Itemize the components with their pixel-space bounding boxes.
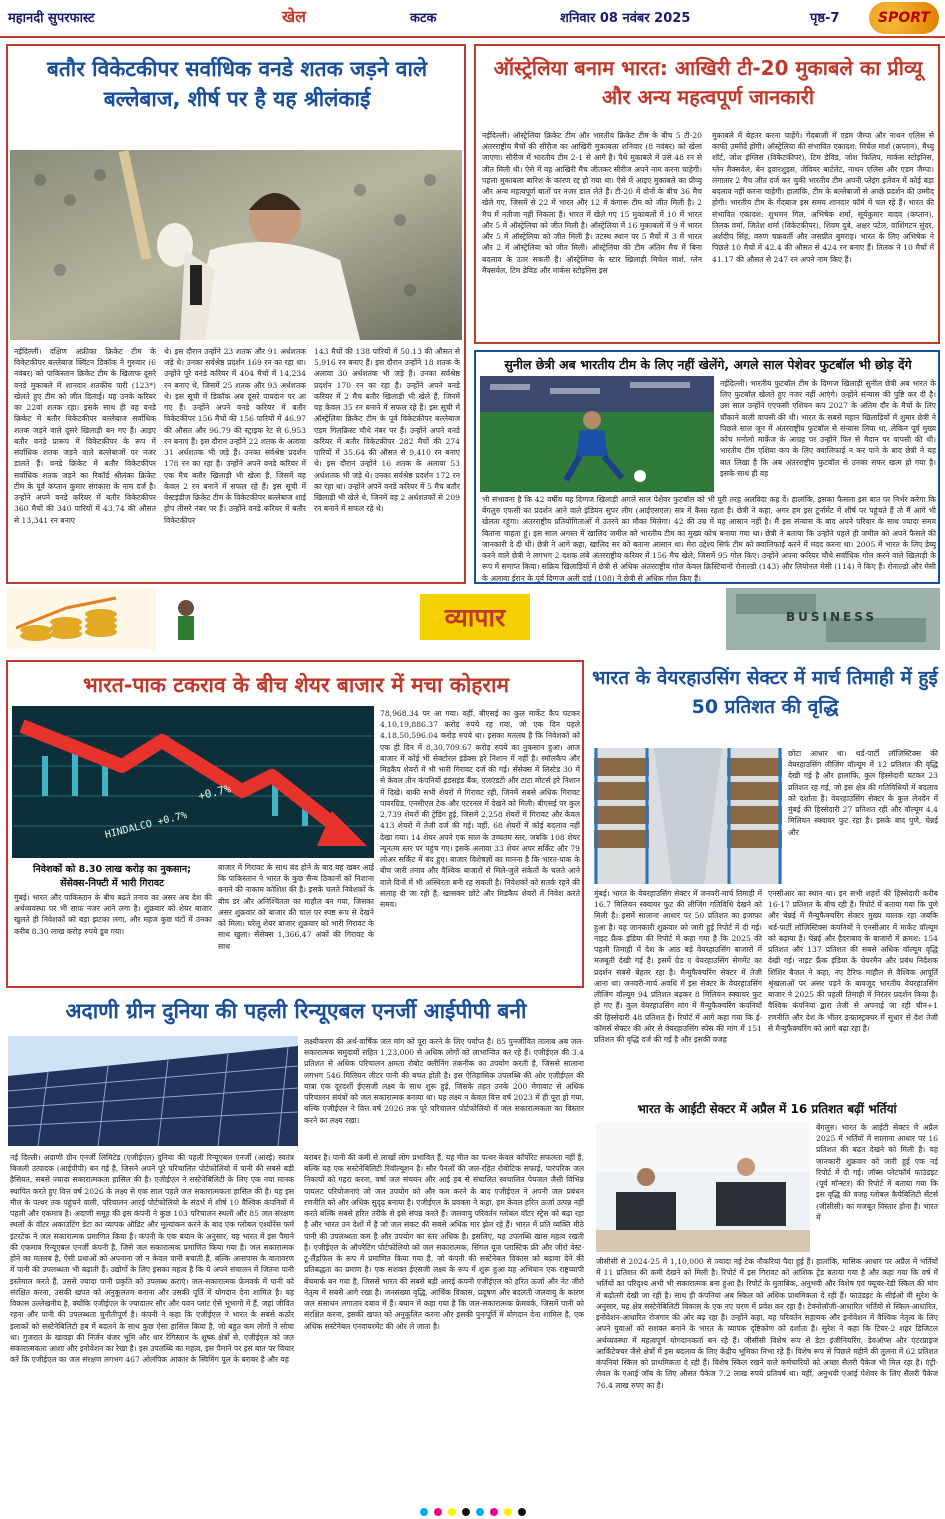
article6-column-middle: बराबर है। पानी की कमी से लाखों लोग प्रभावित हैं, यह मील का पत्थर केवल कॉर्पोरेट सफलता नहीं है, बल्कि यह एक सस्टेनेबिलिटी रिवॉल्यूशन है। सौर पैनलों की जल-रहित रोबोटिक सफाई, पारंपरिक जल निकायों को गहरा करना, वर्षा जल संचयन और आई हब से संचालित स्वचालित पेयजल जैसी विभिन्न पायलट परियोजनाएं जो जल उपयोग को और कम करने के बाद एजीईएल ने अपनी जल प्रबंधन रणनीति को और अधिक सुदृढ़ बनाया है। एजीईएल के प्रवक्ता ने कहा, हम केवल हरित ऊर्जा उत्पन्न नहीं करते बल्कि सबसे हरित तरीके से इसे संपन्न करते हैं। जलवायु परिवर्तन ग्लोबल वॉटर स्ट्रेस को बढ़ा रहा है और भारत उन देशों में है जो जल संकट की सबसे अधिक मार झेल रहे हैं। भारत में प्रति व्यक्ति मीठे पानी की उपलब्धता कम है और उपयोग का स्तर अधिक है। इसलिए, यह उपलब्धि खास महत्व रखती है। एजीईएल के ऑपरेटिंग पोर्टफोलियो को जल सकारात्मक, सिंगल यूज प्लास्टिक फ्री और जीरो वेस्ट-टू-लैंडफिल के रूप में प्रमाणित किया गया है, जो कंपनी की सस्टेनेबल विकास को बढ़ावा देने की प्रतिबद्धता का प्रमाण है। एक सशक्त ईएसजी लक्ष्य के रूप में शुरू हुआ यह अभियान एक राष्ट्रव्यापी बेंचमार्क बन गया है, जिससे भारत की सबसे बड़ी आरई कंपनी एजीईएल को हरित ऊर्जा और नेट जीरो नेतृत्व में सबसे आगे रखा है। जनसंख्या वृद्धि, आर्थिक विकास, प्रदूषण और बदलती जलवायु के कारण जल संसाधन लगातार दबाव में हैं। बयान में कहा गया है कि जल-सकारात्मक फ्रेमवर्क, जिसमें पानी को संरक्षित करना, इसकी खपत को अनुकूलित करना और इसकी पुनःपूर्ति में योगदान देना शामिल है, एक अधिक सस्टेनेबल एनवायरमेंट की ओर ले जाता है। — [304, 1153, 584, 1331]
article1-column-3: 143 मैचों की 138 पारियों में 50.13 की औसत से 5,916 रन बनाए हैं। इस दौरान उन्होंने 18 शतक के अलावा 30 अर्धशतक भी जड़े हैं। उनका सर्वश्रेष्ठ प्रदर्शन 170 रन का रहा है। उन्होंने अपने वनडे करियर में 2 मैच बतौर खिलाड़ी भी खेले हैं, जिनमें वह केवल 35 रन बनाने में सफल रहे हैं। इस सूची में ऑस्ट्रेलिया क्रिकेट टीम के पूर्व विकेटकीपर बल्लेबाज एडम गिलक्रिस्ट चौथे नंबर पर हैं। उन्होंने अपने वनडे करियर में बतौर विकेटकीपर 282 मैचों की 274 पारियों में 35.64 की औसत से 9,410 रन बनाए थे। इस दौरान उन्होंने 16 शतक के अलावा 53 अर्धशतक भी जड़े थे। उनका सर्वश्रेष्ठ प्रदर्शन 172 रन का रहा था। उन्होंने अपने वनडे करियर में 5 मैच बतौर खिलाड़ी भी खेले थे, जिनमें वह 2 अर्धशतकों से 209 रन बनाने में सफल रहे थे। — [314, 347, 460, 514]
office-workers-photo — [596, 1122, 810, 1252]
caption-loss-line2: सेंसेक्स-निफ्टी में भारी गिरावट — [60, 878, 164, 889]
article3-column-right: नईदिल्ली। भारतीय फुटबॉल टीम के दिग्गज खिलाड़ी सुनील छेत्री अब भारत के लिए फुटबॉल खेलते हुए नजर नहीं आएंगे। उन्होंने संन्यास की पुष्टि कर दी है। उस साल उन्होंने एएफसी एशियन कप 2027 के अंतिम दौर के मैचों के लिए चौंकाने वाली वापसी की थी। भारत के सबसे महान खिलाड़ियों में शुमार छेत्री ने पिछले साल जून में अंतरराष्ट्रीय फुटबॉल से संन्यास लिया था, लेकिन पूर्व मुख्य कोच मनोलो मार्केज के आग्रह पर उन्होंने फिर से मैदान पर वापसी की थी। भारतीय टीम एशिया कप के लिए क्वालिफाई न कर पाने के बाद छेत्री ने यह बात लिखा है कि अब अंतरराष्ट्रीय फुटबॉल से उनका सफर खत्म हो गया है। इसके साथ ही वह — [720, 379, 936, 478]
article-warehousing — [590, 660, 940, 1084]
solar-panel-graphic — [8, 1036, 298, 1146]
cyan-dot — [476, 1508, 484, 1516]
warehouse-photo — [594, 748, 782, 884]
section-name: खेल — [282, 7, 306, 26]
headline-wicketkeeper: बतौर विकेटकीपर सर्वाधिक वनडे शतक जड़ने वाले बल्लेबाज, शीर्ष पर है यह श्रीलंकाई — [46, 57, 428, 112]
article4-column-right: 78,968.34 पर आ गया। वहीं, बीएसई का कुल मार्केट कैप घटकर 4,10,19,886.37 करोड़ रुपये रह गया, जो एक दिन पहले 4,18,50,596.04 करोड़ रुपये था। इसका मतलब है कि निवेशकों को एक ही दिन में 8,30,709.67 करोड़ रुपये का नुकसान हुआ। आज बाजार में कोई भी सेक्टोरल इंडेक्स हरे निशान में नहीं है। स्मॉलकैप और मिडकैप शेयरों में भी भारी गिरावट दर्ज की गई। सेंसेक्स में लिस्टेड 30 में से केवल तीन कंपनियों इंडसइंड बैंक, एलएंडटी और टाटा मोटर्स हरे निशान में दिखे। बाकी सभी शेयरों में गिरावट रही, जिनमें सबसे अधिक गिरावट पावरग्रिड, एनसीएल टेक और एटरनल में देखने को मिली। बीएसई पर कुल 2,739 शेयरों की ट्रेडिंग हुई, जिसमें 2,258 शेयरों में गिरावट और केवल 413 शेयरों में तेजी दर्ज की गई। वहीं, 68 शेयरों में कोई बदलाव नहीं देखा गया। 14 शेयर अपने एक साल के उच्चतम स्तर, जबकि 108 शेयर न्यूनतम स्तर पर पहुंच गए। इसके अलावा 33 शेयर अपर सर्किट और 79 लोअर सर्किट में बंद हुए। बाजार विशेषज्ञों का मानना है कि भारत-पाक के बीच जारी तनाव और वैश्विक बाजारों से मिले-जुले संकेतों के चलते आने वाले दिनों में भी अस्थिरता बनी रह सकती है। निवेशकों को सतर्क रहने की सलाह दी जा रही है, खासकर छोटे और मिडकैप शेयरों में निवेश करते समय। — [380, 709, 580, 909]
article-wicketkeeper-centuries — [6, 44, 466, 584]
article5-column-bottom-left: मुंबई। भारत के वेयरहाउसिंग सेक्टर में जनवरी-मार्च तिमाही में 16.7 मिलियन स्क्वायर फुट की लीजिंग गतिविधि देखने को मिली है। इसमें सालाना आधार पर 50 प्रतिशत का इजाफा हुआ है। यह जानकारी शुक्रवार को जारी हुई रिपोर्ट में दी गई। नाइट फ्रैंक इंडिया की रिपोर्ट में कहा गया है कि 2025 की पहली तिमाही में देश के आठ बड़े वेयरहाउसिंग बाजारों में मजबूती देखी गई है। इसमें ग्रेड ए वेयरहाउसिंग सेगमेंट का प्रदर्शन सबसे बेहतर रहा है। मैन्युफैक्चरिंग सेक्टर में तेजी आना था। जनवरी-मार्च अवधि में इस सेक्टर के वेयरहाउसिंग लीजिंग वॉल्यूम 94 प्रतिशत बढ़कर 8 मिलियन स्क्वायर फुट हो गए हैं। कुल वेयरहाउसिंग मांग में मैन्युफैक्चरिंग कंपनियों की हिस्सेदारी 48 प्रतिशत है। रिपोर्ट में आगे कहा गया कि ई-कॉमर्स सेक्टर की ओर से वेयरहाउसिंग स्पेस की मांग में 151 प्रतिशत की वृद्धि दर्ज की गई है और इसकी वजह — [594, 889, 762, 1045]
stock-chart-graphic — [12, 706, 374, 858]
headline-aus-india: ऑस्ट्रेलिया बनाम भारत: आखिरी टी-20 मुकाबले का प्रीव्यू और अन्य महत्वपूर्ण जानकारी — [493, 56, 923, 109]
yellow-dot — [504, 1508, 512, 1516]
issue-date: शनिवार 08 नवंबर 2025 — [560, 11, 691, 26]
headline-adani-green: अदाणी ग्रीन दुनिया की पहली रिन्यूएबल एनर्जी आईपीपी बनी — [65, 999, 527, 1023]
headline-warehousing: भारत के वेयरहाउसिंग सेक्टर में मार्च तिमाही में हुई 50 प्रतिशत की वृद्धि — [592, 667, 938, 719]
article1-column-2: थे। इस दौरान उन्होंने 23 शतक और 91 अर्धशतक जड़े थे। उनका सर्वश्रेष्ठ प्रदर्शन 169 रन का रहा था। उन्होंने पूरे वनडे करियर में 404 मैचों में 14,234 रन बनाए थे, जिसमें 25 शतक और 93 अर्धशतक थे। इस सूची में डिकॉक अब दूसरे पायदान पर आ गए हैं। उन्होंने अपने वनडे करियर में बतौर विकेटकीपर 156 मैचों की 156 पारियों में 46.97 की औसत और 96.79 की स्ट्राइक रेट से 6,953 रन बनाए हैं। इस दौरान उन्होंने 22 शतक के अलावा 31 अर्धशतक भी जड़े हैं। उनका सर्वश्रेष्ठ प्रदर्शन 178 रन का रहा है। उन्होंने अपने वनडे करियर में एक मैच बतौर खिलाड़ी भी खेला है, जिसमें वह केवल 2 रन बनाने में सफल रहे हैं। इस सूची में वेस्टइंडीज क्रिकेट टीम के विकेटकीपर बल्लेबाज शाई होप तीसरे नंबर पर हैं। उन्होंने वनडे करियर में बतौर विकेटकीपर — [164, 347, 306, 525]
magenta-dot — [490, 1508, 498, 1516]
article4-column-bottom-left: मुंबई। भारत और पाकिस्तान के बीच बढ़ते तनाव का असर अब देश की अर्थव्यवस्था पर भी साफ नजर आने लगा है। शुक्रवार को शेयर बाजार खुलते ही निवेशकों को बड़ा झटका लगा, और महज कुछ घंटों में उनका करीब 8.30 लाख करोड़ रुपये डूब गया। — [14, 893, 212, 936]
solar-panels-photo — [8, 1036, 298, 1146]
article6-column-left: नई दिल्ली। अदाणी ग्रीन एनर्जी लिमिटेड (एजीईएल) दुनिया की पहली रिन्यूएबल एनर्जी (आरई) स्वतंत्र बिजली उत्पादक (आईपीपी) बन गई है, जिसने अपने पूरे परिचालित पोर्टफोलियो में पानी की सबसे बड़ी हैसियत, सबसे ज्यादा सकारात्मकता हासिल की है। एजीईएल ने सस्टेनेबिलिटी के लिए एक नया मानक स्थापित करते हुए वित्त वर्ष 2026 के लक्ष्य से एक साल पहले जल सकारात्मकता हासिल की है। यह इस मील के पत्थर तक पहुंचने वाली, परिचालन आरई पोर्टफोलियो के संदर्भ में शीर्ष 10 वैश्विक कंपनियों में पहली और एकमात्र है। अदाणी समूह की इस कंपनी ने कुछ 103 परिचालन स्थलों और 85 जल संरक्षण स्थलों के वॉटर अकाउंटिंग डेटा का व्यापक ऑडिट और मूल्यांकन करने के बाद एक ग्लोबल एश्योरेंस फर्म इंटरटेक ने जल सकारात्मक प्रमाणित किया है। कंपनी के एक बयान के अनुसार, यह भारत में इस पैमाने की एकमात्र रिन्यूएबल एनर्जी कंपनी है, जिसे जल सकारात्मक प्रमाणित किया गया है। जल सकारात्मक होने का मतलब है, ऐसी प्रथाओं को अपनाना जो न केवल पानी बचाती हैं, बल्कि आसपास के वातावरण में पानी की उपलब्धता भी बढ़ाती हैं। उद्योगों के लिए इसका महत्व है कि ये अपने संचालन में जितना पानी इस्तेमाल करते हैं, उससे ज्यादा पानी प्रकृति को उपलब्ध कराएं। जल-सकारात्मक फ्रेमवर्क में पानी को संरक्षित करना, उसकी खपत को अनुकूलतम बनाना और उसकी पूर्ति में योगदान देना शामिल है। यह विकास उल्लेखनीय है, क्योंकि एजीईएल के ज्यादातर सौर और पवन प्लांट ऐसे भूभागों में हैं, जहां जीवित रहना और पानी की उपलब्धता चुनौतीपूर्ण है। कंपनी ने कहा कि एजीईएल ने भारत के सबसे कठोर इलाकों को सस्टेनेबिलिटी हब में बदलने के साथ कुछ ऐसा हासिल किया है, जो बहुत कम लोगों ने सोचा था। गुजरात के खावड़ा की निर्जन बंजर भूमि और थार रेगिस्तान के शुष्क क्षेत्रों से, एजीईएल को जल सकारात्मकता आशा और इनोवेशन का रेखा है। इस उपलब्धि का महत्व, इस पैमाने पर इस बात पर विचार करें कि एजीईएल का जल संरक्षण लगभग 467 ओलंपिक आकार के स्विमिंग पूल के बराबर है और यह — [10, 1153, 294, 1365]
article2-column-1: नईदिल्ली। ऑस्ट्रेलिया क्रिकेट टीम और भारतीय क्रिकेट टीम के बीच 5 टी-20 अंतरराष्ट्रीय मैचों की सीरीज का आखिरी मुकाबला शनिवार (8 नवंबर) को खेला जाएगा। सीरीज में भारतीय टीम 2-1 से आगे है। पैथे मुकाबले में उसे 48 रन से जीत मिली थी। ऐसे में वह आखिरी मैच जीतकर सीरीज अपने नाम करना चाहेगी। पहला मुकाबला बारिश के कारण रद्द हो गया था। ऐसे में आइए मुकाबले का प्रीव्यू और अन्य महत्वपूर्ण बातों पर नजर डाल लेते हैं। टी-20 में दोनों के बीच 36 मैच खेले गए, जिसमें से 22 में भारत और 12 में कंगारू टीम को जीत मिली है। 2 मैच में नतीजा नहीं निकला है। भारत में खेले गए 15 मुकाबलों में 10 में भारत और 5 में ऑस्ट्रेलिया को जीत मिली है। ऑस्ट्रेलिया में 16 मुकाबलों में 9 में भारत और 5 में ऑस्ट्रेलिया को जीत मिली है। तटस्थ स्थान पर 5 मैचों में 3 में भारत और 2 में ऑस्ट्रेलिया को जीत मिली। ऑस्ट्रेलिया की टीम अंतिम मैच में बिना बदलाव के उतर सकती है। ऑस्ट्रेलिया के स्टार खिलाड़ी मिचेल मार्श, ग्लेन मैक्सवेल, टिम डेविड और मार्कस स्टोइनिस इस — [482, 131, 702, 275]
section-label-vyapar — [420, 594, 530, 640]
city-name: कटक — [410, 11, 437, 26]
article7-column-right: बेंगलुरु। भारत के आईटी सेक्टर में अप्रैल 2025 में भर्तियों में सालाना आधार पर 16 प्रतिशत की बढ़त देखने को मिली है। यह जानकारी शुक्रवार को जारी हुई एक नई रिपोर्ट में दी गई। जॉब्स प्लेटफॉर्म फाउंडइट (पूर्व मॉन्स्टर) की रिपोर्ट में बताया गया कि इस वृद्धि की वजह ग्लोबल कैपेबिलिटी सेंटर्स (जीसीसी) का मजबूत विस्तार होना है। भारत में — [816, 1123, 938, 1222]
paper-name: महानदी सुपरफास्ट — [8, 11, 95, 26]
article-it-hiring — [594, 1100, 940, 1500]
article4-column-bottom-right: बाजार में गिरावट के साथ बंद होने के बाद यह खबर आई कि पाकिस्तान ने भारत के कुछ सैन्य ठिकानों को निशाना बनाने की नाकाम कोशिश की है। इसके चलते निवेशकों के बीच डर और अनिश्चितता का माहौल बन गया, जिसका असर शुक्रवार को बाजार की चाल पर स्पष्ट रूप से देखने को मिला। घरेलू शेयर बाजार शुक्रवार को भारी गिरावट के साथ खुला। सेंसेक्स 1,366.47 अंकों की गिरावट के साथ — [218, 863, 374, 951]
registration-dots — [0, 1505, 945, 1519]
stock-crash-photo — [12, 706, 374, 858]
cyan-dot — [420, 1508, 428, 1516]
headline-share-market: भारत-पाक टकराव के बीच शेयर बाजार में मचा कोहराम — [82, 673, 510, 697]
cricketer-photo-graphic — [10, 150, 462, 340]
section-label-text: व्यापार — [444, 603, 506, 632]
footballer-photo — [480, 376, 714, 492]
stock-overlay-percent: +0.7% — [196, 782, 233, 803]
caption-loss-line1: निवेशकों को 8.30 लाख करोड़ का नुकसान; — [33, 864, 191, 875]
article5-column-bottom-right: एनसीआर का स्थान था। इन सभी शहरों की हिस्सेदारी करीब 16-17 प्रतिशत के बीच रही है। रिपोर्ट में बताया गया कि पुणे और चेन्नई में मैन्युफैक्चरिंग सेक्टर मुख्य चालक रहा जबकि थर्ड-पार्टी लॉजिस्टिक्स कंपनियों ने एनसीआर में मार्केट वॉल्यूम को बढ़ाया है। चेन्नई और हैदराबाद के बाजारों में क्रमश: 154 प्रतिशत और 137 प्रतिशत की सबसे अधिक वॉल्यूम वृद्धि देखी गई। नाइट फ्रैंक इंडिया के चेयरमैन और प्रबंध निदेशक शिशिर बैजल ने कहा, नए टैरिफ माहौल से वैश्विक आपूर्ति श्रृंखलाओं पर असर पड़ने के बावजूद भारतीय वेयरहाउसिंग बाजार ने 2025 की पहली तिमाही में निरंतर प्रदर्शन किया है। वैश्विक कंपनियां द्वारा तेजी से अपनाई जा रही चीन+1 रणनीति और देश के भीतर इन्फ्रास्ट्रक्चर में सुधार से देश तेजी से मैन्युफैक्चरिंग को आगे बढ़ा रहा है। — [768, 889, 938, 1033]
article7-column-bottom: जीसीसी से 2024-25 में 1,10,000 से ज्यादा नई टेक नौकरियां पैदा हुई हैं। हालांकि, मासिक आधार पर अप्रैल में भर्तियों में 11 प्रतिशत की कमी देखने को मिली है। रिपोर्ट में इस गिरावट को आंशिक ट्रेंड बताया गया है और कहा गया कि वर्ष में भर्तियों का परिदृश्य अभी भी सकारात्मक बना हुआ है। रिपोर्ट के मुताबिक, अनुभवी और विशेष एवं फ्यूचर-रेडी स्किल की मांग में बढ़ोतरी देखी जा रही है। साथ ही कंपनियां अब स्किल को अधिक प्राथमिकता दे रही हैं। फाउंडइट के सीईओ वी सुरेश के अनुसार, यह क्षेत्र सस्टेनेबिलिटी विकास के एक नए चरण में प्रवेश कर रहा है। टेक्नोलॉजी-आधारित भर्तियों से स्किल-आधारित, इनोवेशन-आधारित रोजगार की ओर बढ़ रहा है। उन्होंने कहा, यह परिवर्तन सहायक और इनोवेशन में वैश्विक नेतृत्व के लिए अपने युवाओं को सशक्त बनाने के भारत के व्यापक दृष्टिकोण को दर्शाता है। सुरेश ने कहा कि टियर-2 शहर डिजिटल अर्थव्यवस्था में महत्वपूर्ण योगदानकर्ता बन रहे हैं। जीसीसी विशेष रूप से डेटा इंजीनियरिंग, डेवऑप्स और एंटरप्राइज आर्किटेक्चर जैसे क्षेत्रों में इस बदलाव के लिए केंद्रीय भूमिका निभा रहे हैं। विशेष रूप से पिछले महीने की तुलना में 62 प्रतिशत कंपनियां स्किल को प्राथमिकता दे रही हैं। विशेष स्किल रखने वाले कर्मचारियों को अच्छा सैलरी पैकेज भी मिल रहा है। एंट्री-लेवल के एआई जॉब के लिए औसत पैकेज 7.2 लाख रुपये प्रतिवर्ष था। वहीं, अनुभवी एआई पेशेवर के लिए सैलरी पैकेज 76.4 लाख रुपए का है। — [596, 1257, 938, 1390]
article-share-market-crash — [6, 660, 584, 988]
sport-logo — [869, 2, 939, 34]
headline-it-hiring: भारत के आईटी सेक्टर में अप्रैल में 16 प्रतिशत बढ़ीं भर्तियां — [637, 1102, 897, 1116]
warehouse-graphic — [594, 748, 782, 884]
sport-logo-text: SPORT — [878, 10, 930, 26]
page-number: पृष्ठ-7 — [810, 11, 840, 26]
article-adani-green — [6, 996, 586, 1500]
footballer-photo-graphic — [480, 376, 714, 492]
article3-column-full: भी संभावना है कि 42 वर्षीय यह दिग्गज खिलाड़ी अगले साल पेशेवर फुटबॉल को भी पूरी तरह अलविदा कह दें। हालांकि, इसका फैसला इस बात पर निर्भर करेगा कि बेंगलुरु एफसी का प्रदर्शन आने वाले इंडियन सुपर लीग (आईएसएल) सत्र में कैसा रहता है। छेत्री ने कहा, अगर हम इस टूर्नामेंट में शीर्ष पर पहुंचते हैं तो मैं आगे भी खेलता रहूंगा। अंतरराष्ट्रीय प्रतियोगिताओं में उतरने का मौका मिलेगा। 42 की उम्र में यह आसान नहीं है। मैं इस संन्यास के बाद अपने परिवार के साथ ज्यादा समय बिताना चाहता हूं। इस साल अगस्त में खालिद जमील को भारतीय टीम का मुख्य कोच बनाया गया था। छेत्री ने बताया कि उन्होंने पहले ही जमील को अपने फैसले की जानकारी दे दी थी। छेत्री ने आगे कहा, खालिद सर को बताना आसान था। मेरा उद्देश्य सिर्फ टीम को क्वालिफाई करने में मदद करना था। 2005 में भारत के लिए डेब्यू करने वाले छेत्री ने लगभग 2 दशक लंबे अंतरराष्ट्रीय करियर में 156 मैच खेले, जिसमें 95 गोल किए। उन्होंने अपना करियर चौथे सर्वाधिक गोल करने वाले खिलाड़ी के रूप में समाप्त किया। सक्रिय खिलाड़ियों में छेत्री से अधिक अंतरराष्ट्रीय गोल केवल क्रिस्टियानो रोनाल्डो (143) और लियोनल मेसी (114) ने किए हैं। रोनाल्डो और मेसी के अलावा ईरान के पूर्व दिग्गज अली दाई (108) ने छेत्री से अधिक गोल किए हैं। — [482, 495, 936, 582]
article-aus-india-preview — [474, 44, 940, 344]
magenta-dot — [434, 1508, 442, 1516]
article1-column-1: नईदिल्ली। दक्षिण अफ्रीका क्रिकेट टीम के विकेटकीपर बल्लेबाज क्विंटन डिकॉक ने गुरुवार (6 नवंबर) को पाकिस्तान क्रिकेट टीम के खिलाफ दूसरे वनडे मुकाबले में शानदार शतकीय पारी (123*) खेलते हुए टीम को जीत दिलाई। यह उनके करियर का 22वां शतक रहा। इसके साथ ही वह वनडे क्रिकेट में बतौर विकेटकीपर बल्लेबाज सर्वाधिक शतक जड़ने वाले दूसरे खिलाड़ी बन गए हैं। आइए बतौर वनडे प्रारूप में विकेटकीपर के रूप में सर्वाधिक शतक जड़ने वाले बल्लेबाजों पर नजर डालते हैं। वनडे क्रिकेट में बतौर विकेटकीपर सर्वाधिक शतक जड़ने का रिकॉर्ड श्रीलंका क्रिकेट टीम के पूर्व कप्तान कुमार संगकारा के नाम दर्ज है। उन्होंने अपने वनडे करियर में बतौर विकेटकीपर 360 मैचों की 340 पारियों में 43.74 की औसत से 13,341 रन बनाए — [14, 347, 156, 525]
article2-column-2: मुकाबले में बेहतर करना चाहेंगे। गेंदबाजी में एडम जैम्पा और नाथन एलिस से काफी उम्मीदें होंगी। ऑस्ट्रेलिया की संभावित एकादश: मिचेल मार्श (कप्तान), मैथ्यू शॉर्ट, जोश इंग्लिस (विकेटकीपर), टिम डेविड, जोश फिलिप, मार्कस स्टोइनिस, ग्लेन मैक्सवेल, बेन ड्वारशुइस, जेवियर बार्टलेट, नाथन एलिस और एडम जैम्पा। लगातार 2 मैच जीत दर्ज कर चुकी भारतीय टीम अपनी प्लेइंग इलेवन में कोई बड़ा बदलाव नहीं करना चाहेगी। हालांकि, टीम के बल्लेबाजों से अच्छे प्रदर्शन की उम्मीद होगी। भारतीय टीम के गेंदबाज इस समय शानदार फॉर्म में चल रहे हैं। भारत की संभावित एकादश: शुभमन गिल, अभिषेक शर्मा, सूर्यकुमार यादव (कप्तान), तिलक वर्मा, जितेश शर्मा (विकेटकीपर), शिवम दुबे, अक्षर पटेल, वाशिंगटन सुंदर, अर्शदीप सिंह, वरुण चक्रवर्ती और जसप्रीत बुमराह। भारत के लिए अभिषेक ने पिछले 10 मैचों में 42.4 की औसत से 424 रन बनाए हैं। तिलक ने 10 मैचों में 41.17 की औसत से 247 रन अपने नाम किए हैं। — [712, 131, 934, 264]
business-section-banner — [6, 588, 940, 650]
office-graphic — [596, 1122, 810, 1252]
article-sunil-chhetri — [474, 350, 940, 584]
article6-column-top-right: लक्ष्यीकरण की अर्थ-वार्षिक जल मांग को पूरा करने के लिए पर्याप्त है। 85 पुनर्जीवित तालाब अब जल-सकारात्मक समुदायों सहित 1,23,000 से अधिक लोगों को लाभान्वित कर रहे हैं। एजीईएल की 3.4 प्रतिशत से अधिक परिचालन क्षमता रोबोट क्लीनिंग तकनीक का उपयोग करती है, जिससे सालाना लगभग 546 मिलियन लीटर पानी की बचत होती है। इस ऐतिहासिक उपलब्धि की ओर एजीईएल की यात्रा एक दूरदर्शी ईएसजी लक्ष्य के साथ शुरू हुई, जिसके तहत उनके 200 मेगावाट से अधिक परिचालन संयंत्रों को जल सकारात्मक बनाया था। यह लक्ष्य न केवल वित्त वर्ष 2023 में ही पूरा हो गया, बल्कि एजीईएल ने वित्त वर्ष 2026 तक पूरे परिचालन पोर्टफोलियो में जल सकारात्मकता का विस्तार करने का लक्ष्य रखा। — [304, 1037, 584, 1125]
masthead — [0, 0, 945, 38]
cricketer-celebration-photo — [10, 150, 462, 340]
business-banner-word: BUSINESS — [786, 610, 877, 624]
article5-column-right-top: छोटा आधार था। थर्ड-पार्टी लॉजिस्टिक्स की वेयरहाउसिंग लीजिंग वॉल्यूम में 12 प्रतिशत की वृद्धि देखी गई है और हालांकि, कुल हिस्सेदारी घटकर 23 प्रतिशत रह गई, जो इस क्षेत्र की गतिविधियों में बदलाव को दर्शाता है। वेयरहाउसिंग सेक्टर के कुल लेनदेन में मुंबई की हिस्सेदारी 27 प्रतिशत रही और वॉल्यूम 4.4 मिलियन स्क्वायर फुट रहा है। इसके बाद पुणे, चेन्नई और — [788, 749, 938, 837]
yellow-dot — [448, 1508, 456, 1516]
black-dot — [462, 1508, 470, 1516]
stock-overlay-ticker: HINDALCO +0.7% — [103, 809, 189, 842]
headline-chhetri: सुनील छेत्री अब भारतीय टीम के लिए नहीं खेलेंगे, अगले साल पेशेवर फुटबॉल भी छोड़ देंगे — [504, 357, 912, 372]
black-dot — [518, 1508, 526, 1516]
